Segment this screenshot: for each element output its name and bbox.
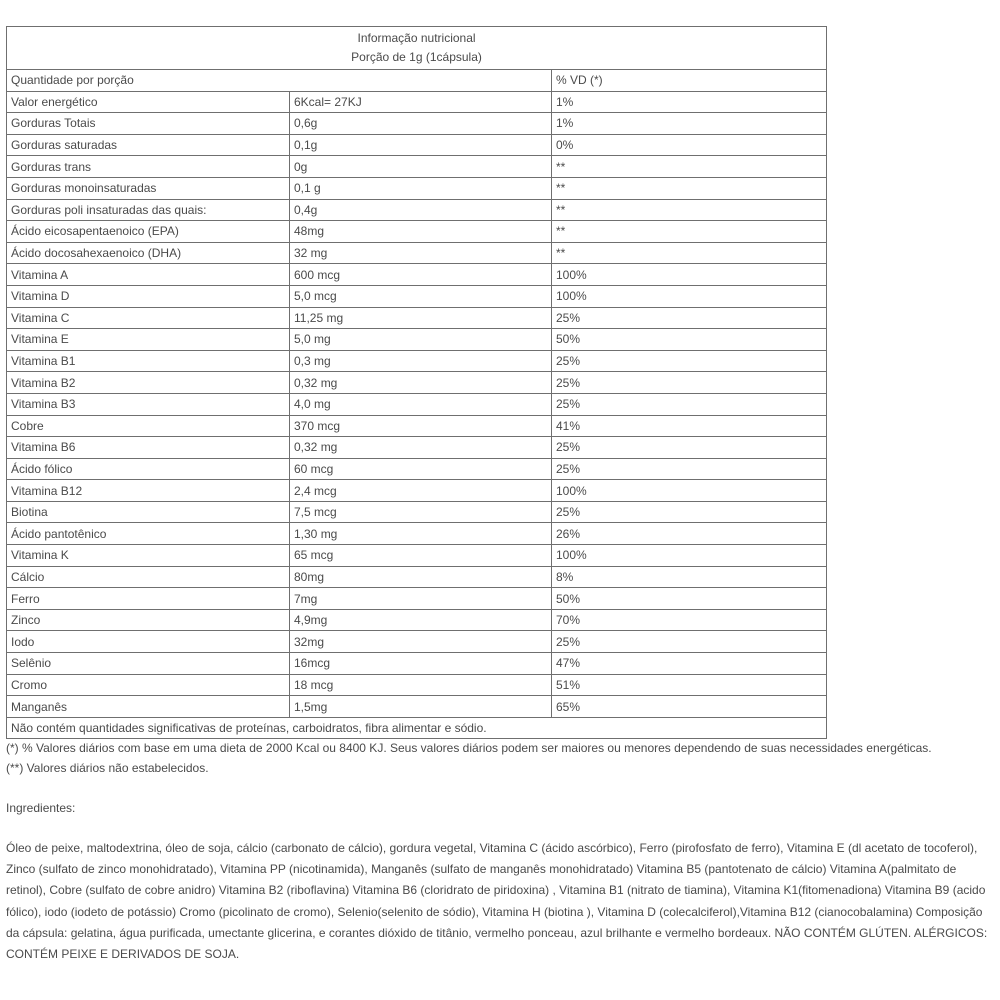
nutrient-amount: 370 mcg (290, 415, 552, 437)
nutrient-vd: 50% (552, 588, 827, 610)
table-footer-note: Não contém quantidades significativas de proteínas, carboidratos, fibra alimentar e sódio. (7, 717, 827, 739)
nutrient-name: Vitamina C (7, 307, 290, 329)
table-row (7, 350, 827, 372)
table-row (7, 631, 827, 653)
nutrient-name: Vitamina B12 (7, 480, 290, 502)
nutrient-name: Zinco (7, 609, 290, 631)
table-row (7, 307, 827, 329)
nutrient-name: Ácido fólico (7, 458, 290, 480)
nutrient-name: Vitamina K (7, 545, 290, 567)
nutrient-vd: 100% (552, 264, 827, 286)
table-row (7, 156, 827, 178)
nutrient-name: Cálcio (7, 566, 290, 588)
table-row (7, 199, 827, 221)
nutrient-amount: 4,0 mg (290, 393, 552, 415)
table-row (7, 501, 827, 523)
nutrient-amount: 18 mcg (290, 674, 552, 696)
nutrient-vd: 26% (552, 523, 827, 545)
table-header-row (7, 27, 827, 70)
nutrient-amount: 1,5mg (290, 696, 552, 718)
table-row (7, 329, 827, 351)
nutrient-vd: 47% (552, 653, 827, 675)
nutrient-vd: 0% (552, 134, 827, 156)
nutrient-name: Cromo (7, 674, 290, 696)
table-row (7, 177, 827, 199)
nutrition-facts-table (6, 26, 827, 739)
nutrient-vd: 1% (552, 113, 827, 135)
nutrient-name: Ácido pantotênico (7, 523, 290, 545)
not-established-footnote: (**) Valores diários não estabelecidos. (6, 761, 209, 775)
portion-size: Porção de 1g (1cápsula) (351, 50, 482, 64)
nutrient-vd: 100% (552, 285, 827, 307)
nutrition-table-body (7, 27, 827, 739)
table-row (7, 609, 827, 631)
nutrient-name: Gorduras poli insaturadas das quais: (7, 199, 290, 221)
nutrient-vd: 1% (552, 91, 827, 113)
table-row (7, 545, 827, 567)
nutrient-vd: 100% (552, 480, 827, 502)
nutrient-vd: 25% (552, 307, 827, 329)
nutrient-vd: 25% (552, 350, 827, 372)
nutrient-vd: 25% (552, 631, 827, 653)
table-row (7, 113, 827, 135)
nutrient-vd: ** (552, 156, 827, 178)
nutrient-name: Vitamina B1 (7, 350, 290, 372)
nutrient-amount: 0,1g (290, 134, 552, 156)
nutrient-amount: 6Kcal= 27KJ (290, 91, 552, 113)
table-row (7, 653, 827, 675)
table-row (7, 285, 827, 307)
column-header-vd: % VD (*) (552, 70, 827, 92)
nutrient-amount: 7,5 mcg (290, 501, 552, 523)
nutrient-name: Ferro (7, 588, 290, 610)
nutrient-amount: 2,4 mcg (290, 480, 552, 502)
nutrient-name: Gorduras saturadas (7, 134, 290, 156)
table-row (7, 588, 827, 610)
nutrient-vd: 100% (552, 545, 827, 567)
nutrient-vd: 41% (552, 415, 827, 437)
nutrient-amount: 0,4g (290, 199, 552, 221)
table-row (7, 674, 827, 696)
nutrient-amount: 32mg (290, 631, 552, 653)
nutrient-vd: 25% (552, 437, 827, 459)
table-row (7, 566, 827, 588)
table-row (7, 372, 827, 394)
nutrient-vd: ** (552, 177, 827, 199)
nutrient-name: Vitamina B3 (7, 393, 290, 415)
vd-footnote: (*) % Valores diários com base em uma dieta de 2000 Kcal ou 8400 KJ. Seus valores diários podem ser maiores ou menores dependendo de suas necessidades energéticas. (6, 741, 932, 755)
nutrient-amount: 5,0 mcg (290, 285, 552, 307)
nutrient-amount: 60 mcg (290, 458, 552, 480)
nutrient-vd: 51% (552, 674, 827, 696)
nutrient-name: Iodo (7, 631, 290, 653)
nutrient-amount: 7mg (290, 588, 552, 610)
column-header-row (7, 70, 827, 92)
nutrient-name: Ácido docosahexaenoico (DHA) (7, 242, 290, 264)
nutrient-name: Valor energético (7, 91, 290, 113)
nutrient-amount: 0,32 mg (290, 437, 552, 459)
table-title: Informação nutricional (357, 31, 476, 45)
nutrient-vd: 25% (552, 393, 827, 415)
nutrient-vd: ** (552, 221, 827, 243)
nutrient-vd: 65% (552, 696, 827, 718)
nutrient-name: Ácido eicosapentaenoico (EPA) (7, 221, 290, 243)
nutrient-vd: 25% (552, 501, 827, 523)
nutrient-vd: 70% (552, 609, 827, 631)
nutrient-amount: 0g (290, 156, 552, 178)
nutrient-name: Selênio (7, 653, 290, 675)
table-row (7, 415, 827, 437)
nutrient-amount: 0,1 g (290, 177, 552, 199)
nutrient-name: Vitamina B6 (7, 437, 290, 459)
nutrient-amount: 48mg (290, 221, 552, 243)
column-header-quantity: Quantidade por porção (7, 70, 552, 92)
nutrient-name: Manganês (7, 696, 290, 718)
nutrient-vd: 25% (552, 458, 827, 480)
table-row (7, 134, 827, 156)
nutrient-vd: ** (552, 242, 827, 264)
nutrient-vd: 25% (552, 372, 827, 394)
nutrient-amount: 65 mcg (290, 545, 552, 567)
nutrient-amount: 4,9mg (290, 609, 552, 631)
nutrient-amount: 11,25 mg (290, 307, 552, 329)
nutrient-amount: 80mg (290, 566, 552, 588)
footnotes (6, 738, 932, 778)
table-row (7, 458, 827, 480)
nutrient-vd: 50% (552, 329, 827, 351)
nutrient-amount: 0,3 mg (290, 350, 552, 372)
nutrient-name: Vitamina B2 (7, 372, 290, 394)
nutrient-amount: 16mcg (290, 653, 552, 675)
nutrient-name: Gorduras monoinsaturadas (7, 177, 290, 199)
table-header (7, 27, 827, 70)
nutrient-name: Vitamina E (7, 329, 290, 351)
nutrient-name: Gorduras Totais (7, 113, 290, 135)
nutrient-name: Gorduras trans (7, 156, 290, 178)
table-row (7, 437, 827, 459)
table-row (7, 393, 827, 415)
table-footer-row (7, 717, 827, 739)
ingredients-heading: Ingredientes: (6, 801, 76, 815)
nutrient-vd: 8% (552, 566, 827, 588)
nutrient-amount: 1,30 mg (290, 523, 552, 545)
table-row (7, 696, 827, 718)
nutrient-amount: 32 mg (290, 242, 552, 264)
table-row (7, 91, 827, 113)
nutrient-name: Cobre (7, 415, 290, 437)
table-row (7, 523, 827, 545)
nutrient-name: Biotina (7, 501, 290, 523)
table-row (7, 480, 827, 502)
nutrient-name: Vitamina A (7, 264, 290, 286)
nutrient-amount: 0,6g (290, 113, 552, 135)
table-row (7, 221, 827, 243)
table-row (7, 242, 827, 264)
nutrient-amount: 5,0 mg (290, 329, 552, 351)
ingredients-text: Óleo de peixe, maltodextrina, óleo de soja, cálcio (carbonato de cálcio), gordura vegetal, Vitamina C (ácido ascórbico), Ferro (pirofosfato de ferro), Vitamina E (dl acetato de tocoferol), Zinco (sulfato de zinco monohidratado), Vitamina PP (nicotinamida), Manganês (sulfato de manganês monohidratado) Vitamina B5 (pantotenato de cálcio) Vitamina A(palmitato de retinol), Cobre (sulfato de cobre anidro) Vitamina B2 (riboflavina) Vitamina B6 (cloridrato de piridoxina) , Vitamina B1 (nitrato de tiamina), Vitamina K1(fitomenadiona) Vitamina B9 (acido fólico), iodo (iodeto de potássio) Cromo (picolinato de cromo), Selenio(selenito de sódio), Vitamina H (biotina ), Vitamina D (colecalciferol),Vitamina B12 (cianocobalamina) Composição da cápsula: gelatina, água purificada, umectante glicerina, e corantes dióxido de titânio, vermelho ponceau, azul brilhante e vermelho bordeaux. NÃO CONTÉM GLÚTEN. ALÉRGICOS: CONTÉM PEIXE E DERIVADOS DE SOJA. (6, 841, 988, 962)
table-row (7, 264, 827, 286)
nutrient-amount: 600 mcg (290, 264, 552, 286)
nutrient-name: Vitamina D (7, 285, 290, 307)
nutrient-amount: 0,32 mg (290, 372, 552, 394)
nutrient-vd: ** (552, 199, 827, 221)
